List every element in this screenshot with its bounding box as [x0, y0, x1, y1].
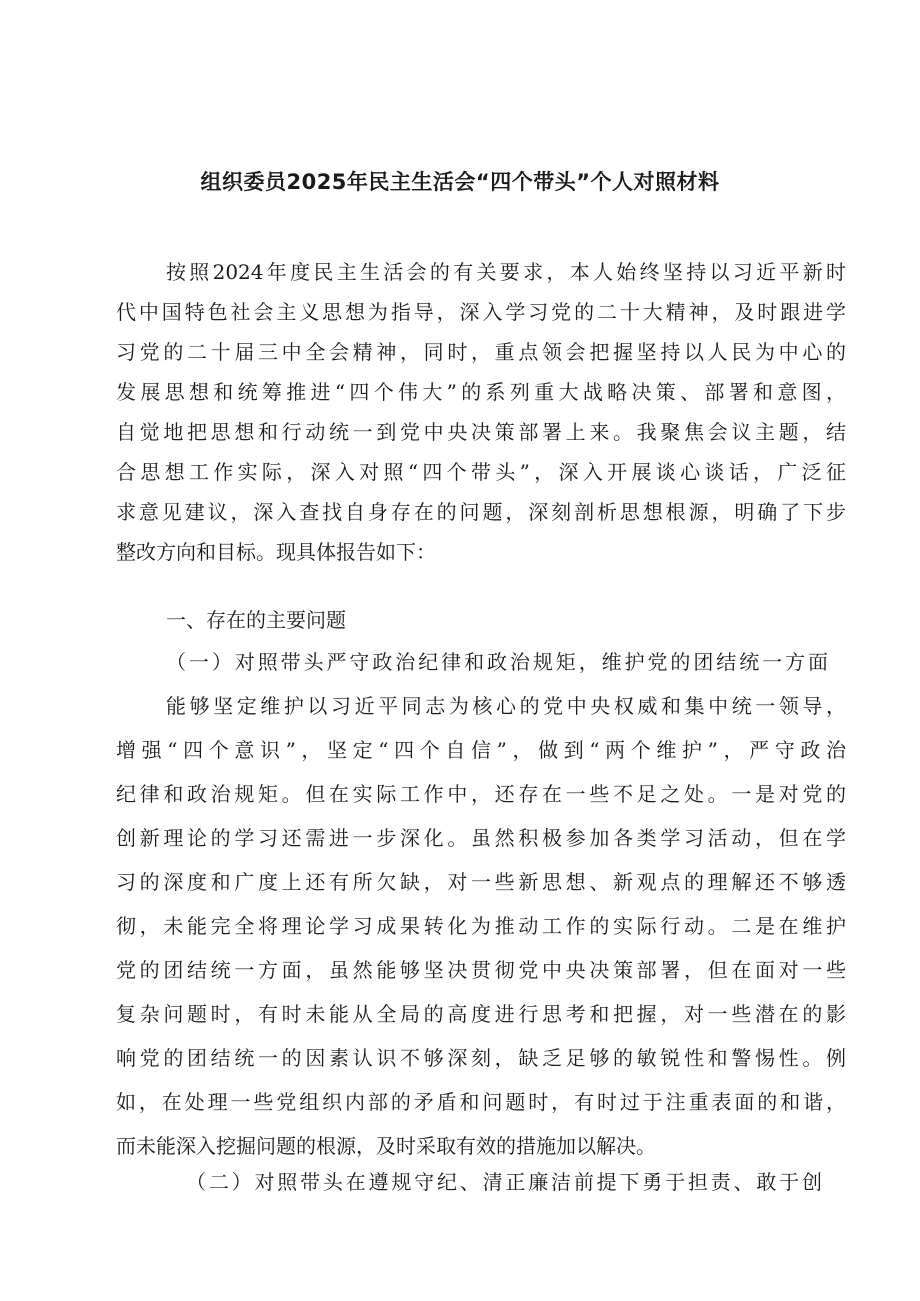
intro-line-5: 自觉地把思想和行动统一到党中央决策部署上来。我聚焦会议主题，结 — [116, 420, 846, 444]
subsection-1-line-8: 复杂问题时，有时未能从全局的高度进行思考和把握，对一些潜在的影 — [116, 1002, 846, 1026]
subsection-1-line-10: 如，在处理一些党组织内部的矛盾和问题时，有时过于注重表面的和谐， — [116, 1090, 846, 1114]
subsection-1-line-4: 创新理论的学习还需进一步深化。虽然积极参加各类学习活动，但在学 — [116, 826, 846, 850]
subsection-1-line-1: 能够坚定维护以习近平同志为核心的党中央权威和集中统一领导， — [166, 694, 846, 718]
intro-line-4: 发展思想和统筹推进“四个伟大”的系列重大战略决策、部署和意图， — [116, 380, 846, 404]
subsection-1-line-5: 习的深度和广度上还有所欠缺，对一些新思想、新观点的理解还不够透 — [116, 870, 846, 894]
document-title: 组织委员2025年民主生活会“四个带头”个人对照材料 — [200, 170, 720, 194]
subsection-1-heading: （一）对照带头严守政治纪律和政治规矩，维护党的团结统一方面 — [166, 650, 828, 674]
subsection-1-line-7: 党的团结统一方面，虽然能够坚决贯彻党中央决策部署，但在面对一些 — [116, 958, 846, 982]
intro-line-6: 合思想工作实际，深入对照“四个带头”，深入开展谈心谈话，广泛征 — [116, 460, 846, 484]
intro-line-2: 代中国特色社会主义思想为指导，深入学习党的二十大精神，及时跟进学 — [116, 300, 846, 324]
subsection-1-line-9: 响党的团结统一的因素认识不够深刻，缺乏足够的敏锐性和警惕性。例 — [116, 1046, 846, 1070]
subsection-1-line-3: 纪律和政治规矩。但在实际工作中，还存在一些不足之处。一是对党的 — [116, 782, 846, 806]
subsection-1-line-2: 增强“四个意识”，坚定“四个自信”，做到“两个维护”，严守政治 — [116, 738, 846, 762]
intro-line-7: 求意见建议，深入查找自身存在的问题，深刻剖析思想根源，明确了下步 — [116, 500, 846, 524]
intro-line-1: 按照2024年度民主生活会的有关要求，本人始终坚持以习近平新时 — [166, 260, 846, 284]
intro-line-3: 习党的二十届三中全会精神，同时，重点领会把握坚持以人民为中心的 — [116, 340, 846, 364]
subsection-1-line-11: 而未能深入挖掘问题的根源，及时采取有效的措施加以解决。 — [116, 1134, 656, 1158]
section-heading: 一、存在的主要问题 — [166, 608, 346, 632]
intro-line-8: 整改方向和目标。现具体报告如下： — [116, 540, 436, 564]
subsection-2-heading: （二）对照带头在遵规守纪、清正廉洁前提下勇于担责、敢于创 — [186, 1170, 822, 1194]
subsection-1-line-6: 彻，未能完全将理论学习成果转化为推动工作的实际行动。二是在维护 — [116, 914, 846, 938]
